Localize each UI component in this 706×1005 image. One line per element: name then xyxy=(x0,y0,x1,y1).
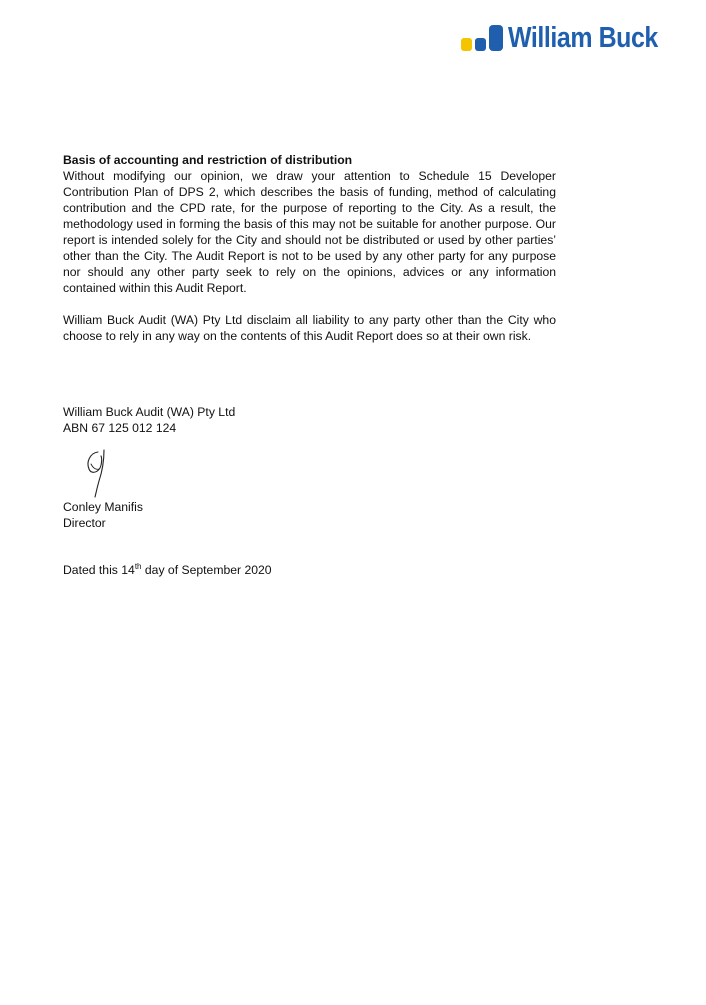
disclaimer-paragraph: William Buck Audit (WA) Pty Ltd disclaim all liability to any party other than the City who choose to rely in any way on the contents of this Audit Report does so at their own risk. xyxy=(63,313,556,343)
william-buck-logo xyxy=(460,22,682,54)
dated-line xyxy=(63,562,272,578)
signatory-block xyxy=(63,499,143,531)
section-heading: Basis of accounting and restriction of distribution xyxy=(63,153,353,167)
date-rest: day of September 2020 xyxy=(141,563,272,577)
handwritten-signature xyxy=(82,444,122,500)
date-prefix: Dated this 14 xyxy=(63,563,135,577)
firm-name: William Buck Audit (WA) Pty Ltd xyxy=(63,405,236,419)
firm-abn: ABN 67 125 012 124 xyxy=(63,421,177,435)
firm-block xyxy=(63,404,235,436)
date-ordinal: th xyxy=(134,561,142,571)
signatory-title: Director xyxy=(63,516,106,530)
signatory-name: Conley Manifis xyxy=(63,500,143,514)
basis-paragraph: Without modifying our opinion, we draw your attention to Schedule 15 Developer Contribution Plan of DPS 2, which describes the basis of funding, method of calculating contribution and the CPD rate, for the purpose of reporting to the City. As a result, the methodology used in forming the basis of this may not be suitable for another purpose. Our report is intended solely for the City and should not be distributed or used by other parties’ other than the City. The Audit Report is not to be used by any other party for any purpose nor should any other party seek to rely on the opinions, advices or any information contained within this Audit Report. xyxy=(63,169,556,295)
logo-text: William Buck xyxy=(508,22,658,54)
logo-mark-icon xyxy=(460,24,504,52)
basis-section xyxy=(63,152,556,344)
